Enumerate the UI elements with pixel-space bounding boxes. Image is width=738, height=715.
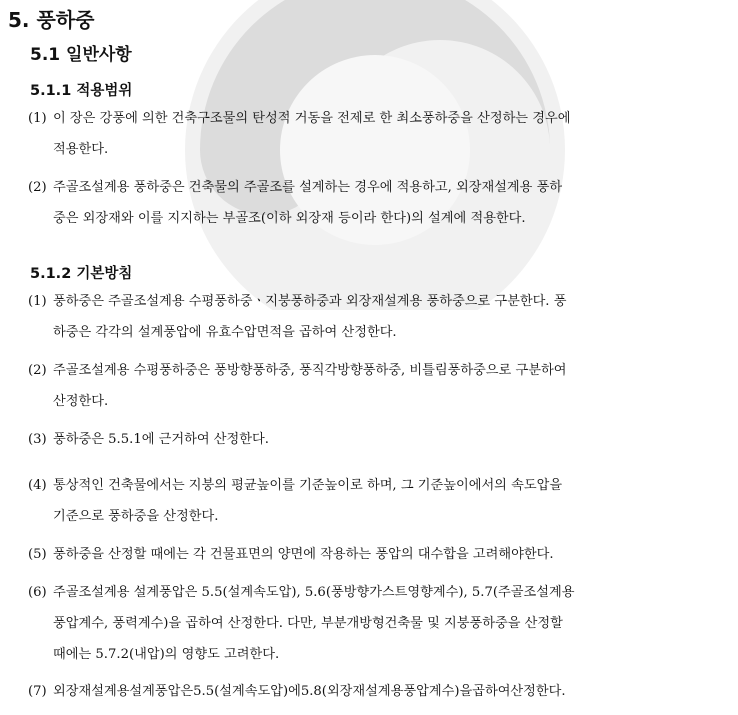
item-number: (5) [28, 547, 47, 562]
item-text: 주골조설계용 풍하중은 건축물의 주골조를 설계하는 경우에 적용하고, 외장재설계용 풍하 [53, 180, 563, 195]
clause-512-title: 5.1.2 기본방침 [30, 266, 133, 282]
item-number: (6) [28, 585, 47, 600]
item-text: 하중은 각각의 설계풍압에 유효수압면적을 곱하여 산정한다. [53, 325, 397, 340]
item-text: 주골조설계용 수평풍하중은 풍방향풍하중, 풍직각방향풍하중, 비틀림풍하중으로 구분하여 [53, 363, 567, 378]
paragraph-line [28, 501, 708, 532]
paragraph-line [28, 470, 708, 501]
item-text: 기준으로 풍하중을 산정한다. [53, 509, 219, 524]
subsection-title: 5.1 일반사항 [30, 45, 132, 65]
item-text: 풍하중은 5.5.1에 근거하여 산정한다. [53, 432, 269, 447]
paragraph-line [28, 286, 708, 317]
item-number: (2) [28, 363, 47, 378]
paragraph-item [28, 355, 708, 417]
paragraph-item [28, 103, 708, 165]
paragraph-line [28, 355, 708, 386]
item-number: (4) [28, 478, 47, 493]
paragraph-item [28, 539, 708, 570]
item-text: 통상적인 건축물에서는 지붕의 평균높이를 기준높이로 하며, 그 기준높이에서의 속도압을 [53, 478, 563, 493]
paragraph-line [28, 172, 708, 203]
paragraph-line [28, 317, 708, 348]
paragraph-line [28, 386, 708, 417]
item-text: 이 장은 강풍에 의한 건축구조물의 탄성적 거동을 전제로 한 최소풍하중을 산정하는 경우에 [53, 111, 571, 126]
paragraph-line [28, 424, 708, 455]
paragraph-line [28, 134, 708, 165]
item-number: (1) [28, 111, 47, 126]
item-text: 산정한다. [53, 394, 109, 409]
paragraph-line [28, 203, 708, 234]
paragraph-line [28, 539, 708, 570]
paragraph-item [28, 286, 708, 348]
section-title: 5. 풍하중 [8, 8, 95, 32]
paragraph-line [28, 639, 708, 670]
item-text: 풍하중은 주골조설계용 수평풍하중ㆍ지붕풍하중과 외장재설계용 풍하중으로 구분한다. 풍 [53, 294, 567, 309]
item-number: (2) [28, 180, 47, 195]
paragraph-line [28, 608, 708, 639]
item-text: 외장재설계용설계풍압은5.5(설계속도압)에5.8(외장재설계용풍압계수)을곱하여산정한다. [53, 684, 566, 699]
item-number: (1) [28, 294, 47, 309]
paragraph-line [28, 676, 708, 707]
paragraph-item [28, 172, 708, 234]
item-text: 풍하중을 산정할 때에는 각 건물표면의 양면에 작용하는 풍압의 대수합을 고려해야한다. [53, 547, 554, 562]
paragraph-item [28, 470, 708, 532]
paragraph-item [28, 424, 708, 455]
item-text: 적용한다. [53, 142, 109, 157]
paragraph-item [28, 676, 708, 707]
paragraph-item [28, 577, 708, 670]
paragraph-line [28, 103, 708, 134]
item-number: (3) [28, 432, 47, 447]
item-text: 중은 외장재와 이를 지지하는 부골조(이하 외장재 등이라 한다)의 설계에 적용한다. [53, 211, 526, 226]
item-text: 때에는 5.7.2(내압)의 영향도 고려한다. [53, 647, 280, 662]
item-text: 주골조설계용 설계풍압은 5.5(설계속도압), 5.6(풍방향가스트영향계수), 5.7(주골조설계용 [53, 585, 575, 600]
item-number: (7) [28, 684, 47, 699]
clause-511-title: 5.1.1 적용범위 [30, 83, 133, 99]
item-text: 풍압계수, 풍력계수)을 곱하여 산정한다. 다만, 부분개방형건축물 및 지붕풍하중을 산정할 [53, 616, 563, 631]
paragraph-line [28, 577, 708, 608]
